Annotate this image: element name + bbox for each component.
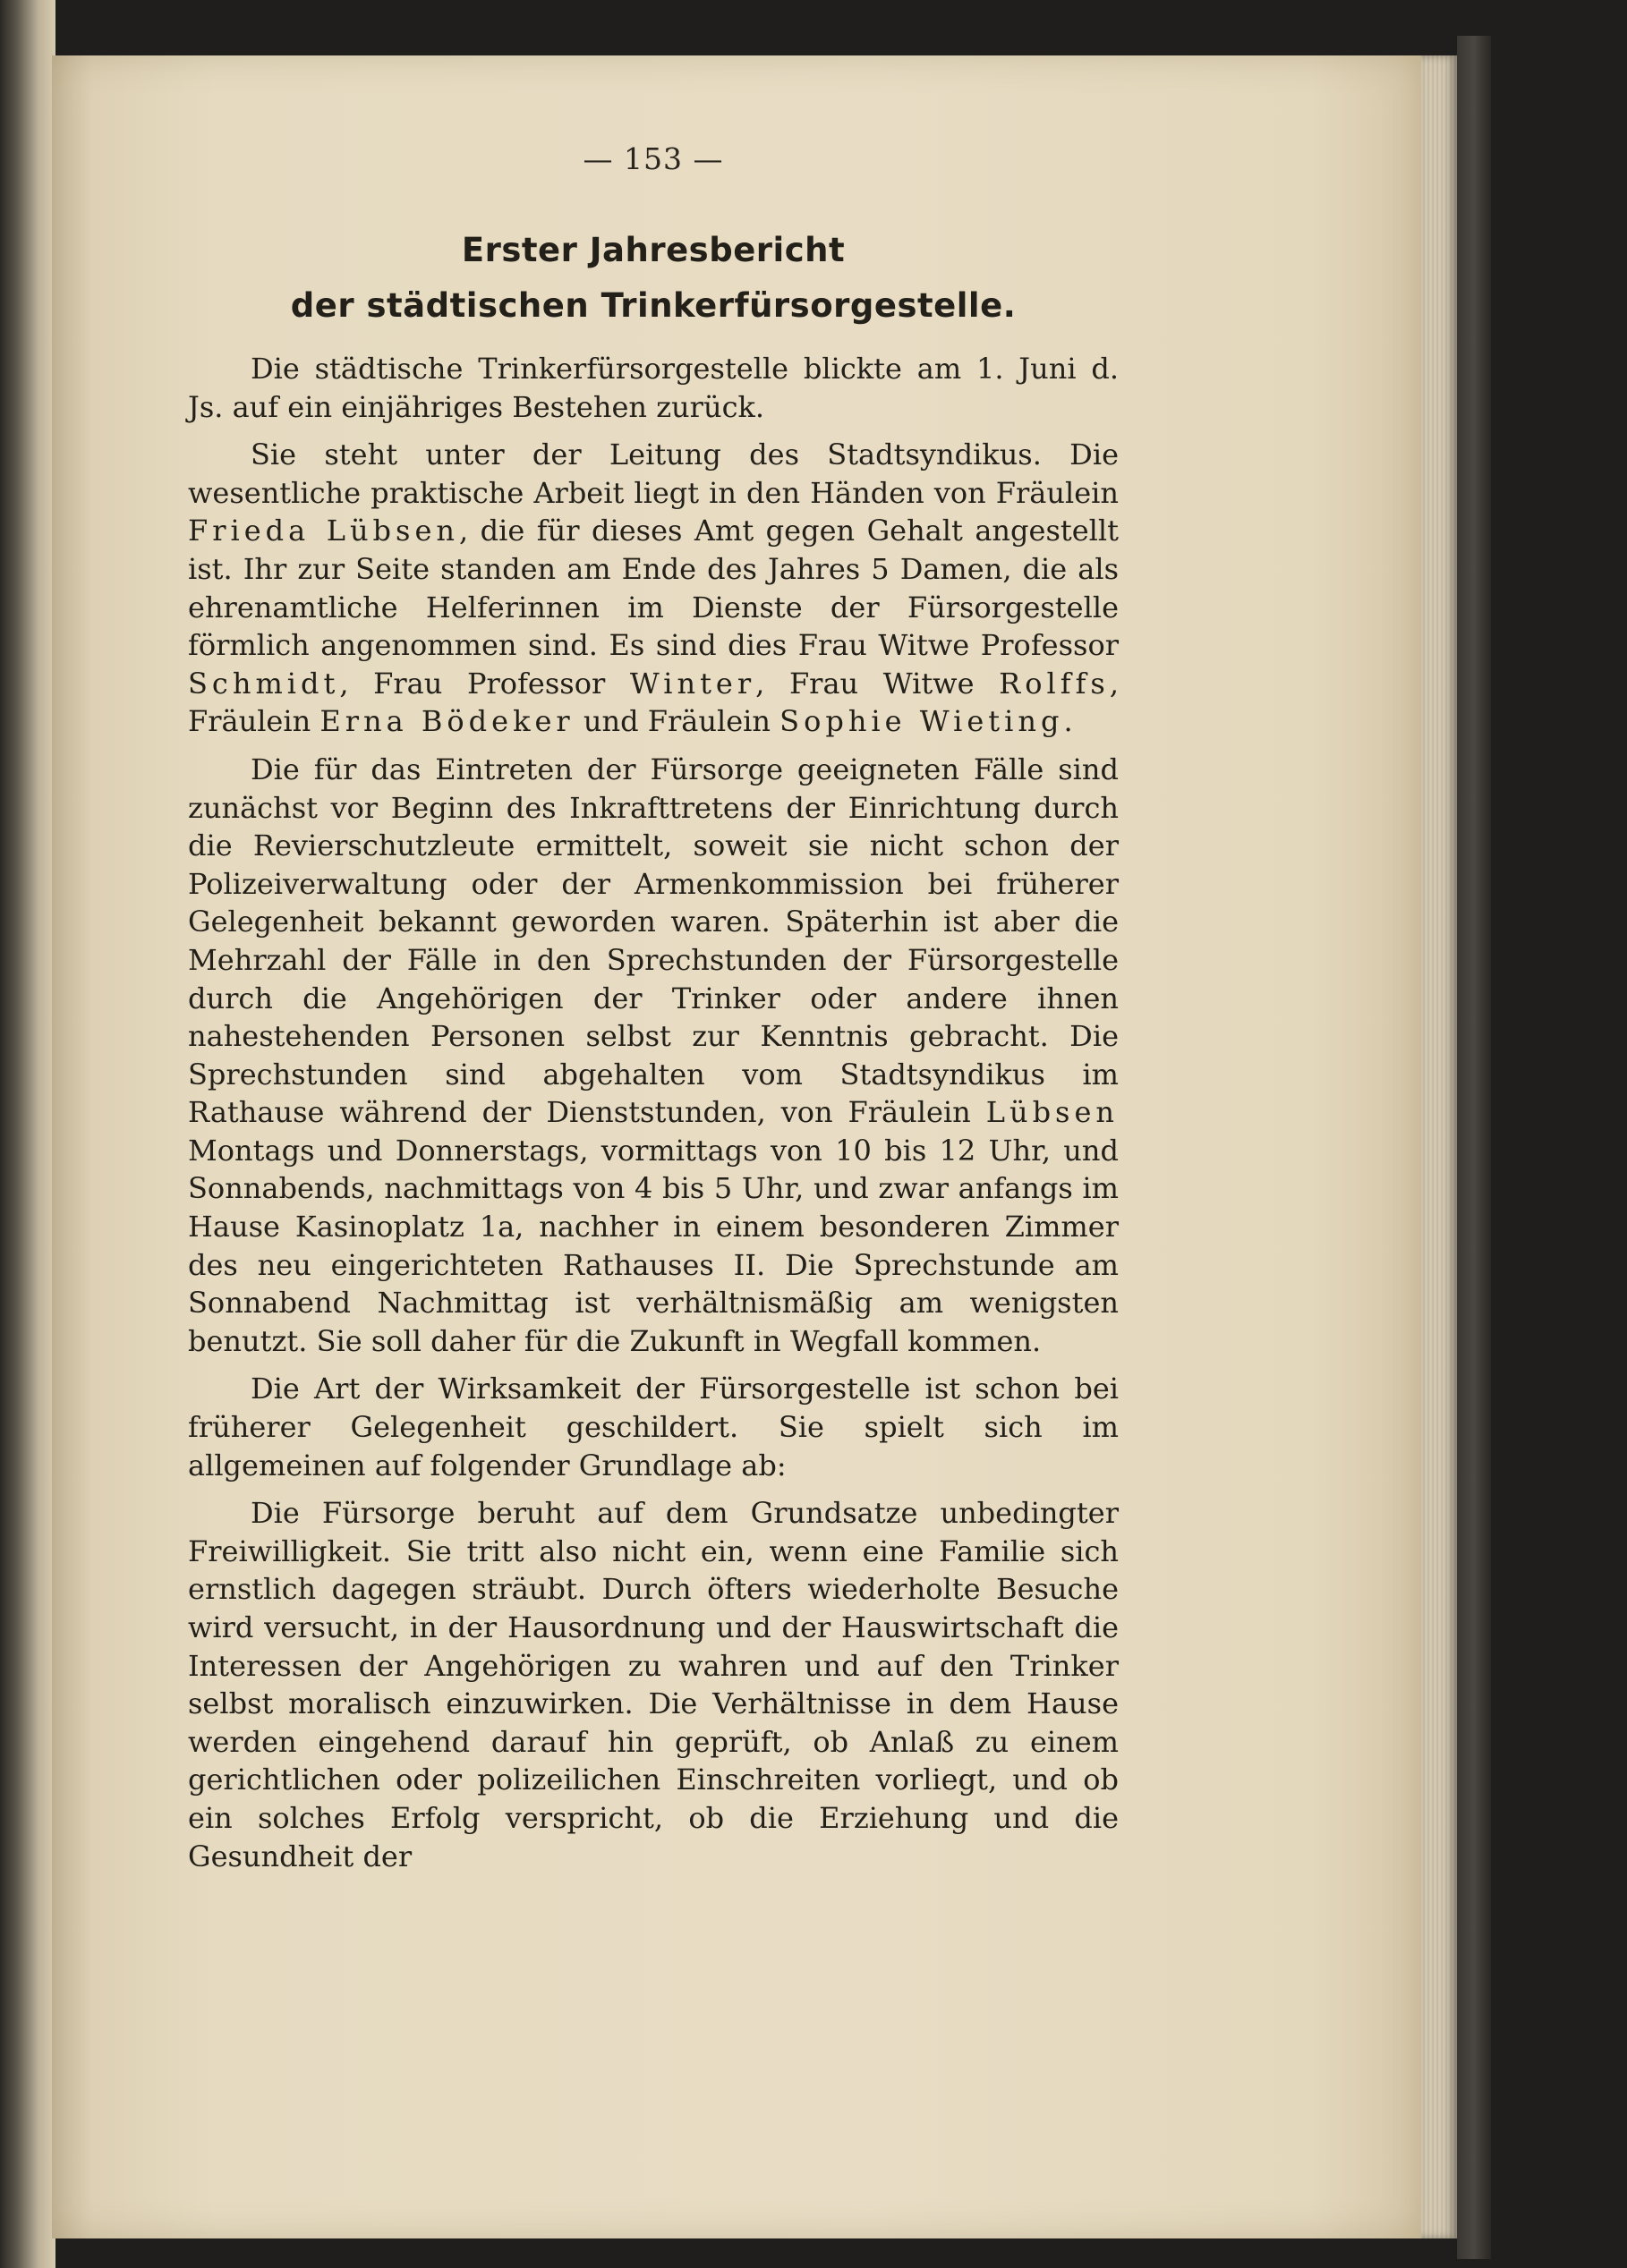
person-name: Winter [629, 666, 756, 701]
text-run: , die für dieses Amt gegen Gehalt angestellt ist. Ihr zur Seite standen am Ende des Jahres 5 Damen, die als ehrenamtliche Helferinnen im Dienste der Fürsorgestelle förmlich angenommen sind. Es sind dies Frau Witwe Professor [188, 514, 1120, 663]
paragraph-1: Die städtische Trinkerfürsorgestelle blickte am 1. Juni d. Js. auf ein einjähriges Bestehen zurück. [188, 352, 1119, 424]
title-line-1: Erster Jahresbericht [461, 231, 846, 269]
text-run: Sie steht unter der Leitung des Stadtsyndikus. Die wesentliche praktische Arbeit liegt in den Händen von Fräulein [188, 437, 1119, 510]
text-run: , Frau Witwe [755, 666, 975, 701]
page-number: — 153 — [583, 141, 724, 176]
person-name: Erna Bödeker [319, 704, 575, 739]
paragraph-2 [188, 436, 1119, 741]
person-name: Frieda Lübsen [188, 514, 460, 548]
text-run: , Frau Professor [339, 666, 606, 701]
paragraph-4: Die Art der Wirksamkeit der Fürsorgestelle ist schon bei früherer Gelegenheit geschildert. Sie spielt sich im allgemeinen auf folgender Grundlage ab: [188, 1372, 1119, 1482]
person-name: Sophie Wieting [779, 704, 1064, 739]
text-run: . [1063, 704, 1073, 739]
text-run: Die für das Eintreten der Fürsorge geeigneten Fälle sind zunächst vor Beginn des Inkrafttretens der Einrichtung durch die Revierschutzleute ermittelt, soweit sie nicht schon der Polizeiverwaltung oder der Armenkommission bei früherer Gelegenheit bekannt geworden waren. Späterhin ist aber die Mehrzahl der Fälle in den Sprechstunden der Fürsorgestelle durch die Angehörigen der Trinker oder andere ihnen nahestehenden Personen selbst zur Kenntnis gebracht. Die Sprechstunden sind abgehalten vom Stadtsyndikus im Rathause während der Dienststunden, von Fräulein [188, 752, 1119, 1130]
text-run: Montags und Donnerstags, vormittags von 10 bis 12 Uhr, und Sonnabends, nachmittags von 4 bis 5 Uhr, und zwar anfangs im Hause Kasinoplatz 1a, nachher in einem besonderen Zimmer des neu eingerichteten Rathauses II. Die Sprechstunde am Sonnabend Nachmittag ist verhältnismäßig am wenigsten benutzt. Sie soll daher für die Zukunft in Wegfall kommen. [188, 1133, 1119, 1358]
person-name: Lübsen [985, 1095, 1120, 1130]
book-cover-edge [1457, 36, 1491, 2259]
person-name: Rolffs [999, 666, 1110, 701]
title-line-2: der städtischen Trinkerfürsorgestelle. [290, 286, 1017, 325]
person-name: Schmidt [188, 666, 340, 701]
paragraph-3 [188, 751, 1119, 1361]
paragraph-5: Die Fürsorge beruht auf dem Grundsatze unbedingter Freiwilligkeit. Sie tritt also nicht ein, wenn eine Familie sich ernstlich dagegen sträubt. Durch öfters wiederholte Besuche wird versucht, in der Hausordnung und der Hauswirtschaft die Interessen der Angehörigen zu wahren und auf den Trinker selbst moralisch einzuwirken. Die Verhältnisse in dem Hause werden eingehend darauf hin geprüft, ob Anlaß zu einem gerichtlichen oder polizeilichen Einschreiten vorliegt, und ob ein solches Erfolg verspricht, ob die Erziehung und die Gesundheit der [188, 1496, 1119, 1873]
text-run: , Fräulein [188, 666, 1120, 739]
page-title [188, 223, 1119, 334]
page-content [188, 141, 1119, 1885]
left-page-edge [0, 0, 55, 2268]
text-run: und Fräulein [583, 704, 771, 739]
page-stack-edge [1421, 55, 1457, 2238]
